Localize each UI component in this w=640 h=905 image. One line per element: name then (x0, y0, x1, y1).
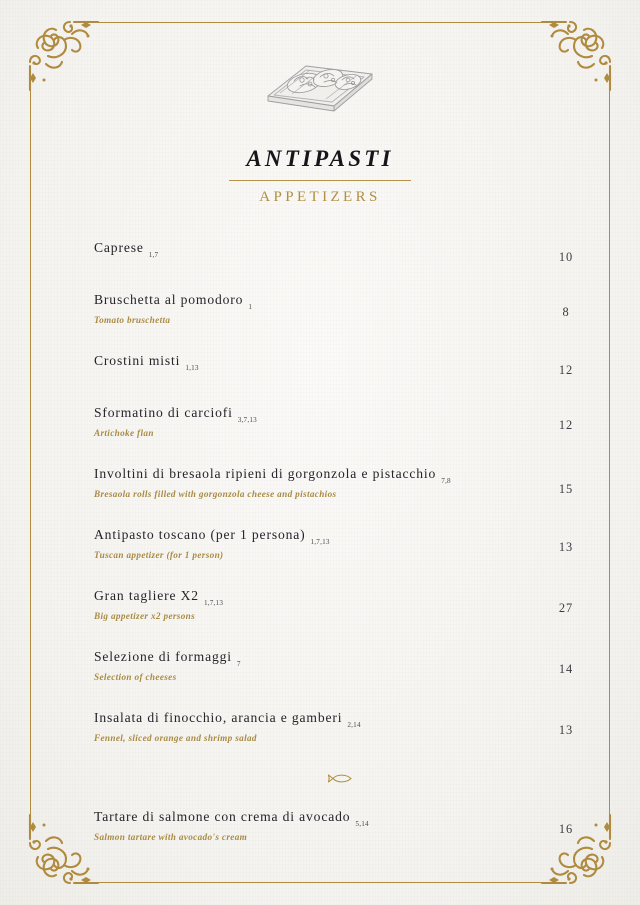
page-title: ANTIPASTI (246, 146, 394, 171)
menu-item[interactable] (94, 292, 588, 326)
title-divider-rule (229, 180, 411, 181)
item-name: Crostini misti $_{1,13}$ (94, 353, 199, 373)
menu-header (0, 52, 640, 206)
item-price: 12 (558, 363, 574, 378)
item-name: Tartare di salmone con crema di avocado $_{5,14}$ (94, 809, 369, 829)
item-text (94, 527, 544, 561)
item-name: Involtini di bresaola ripieni di gorgonzola e pistacchio $_{7,8}$ (94, 466, 451, 486)
item-name: Bruschetta al pomodoro $_1$ (94, 292, 253, 311)
item-description: Salmon tartare with avocado's cream (94, 832, 248, 843)
item-price: 13 (558, 540, 574, 555)
section-divider (94, 771, 588, 791)
item-allergens: 7 (236, 660, 241, 669)
item-name: Antipasto toscano (per 1 persona) $_{1,7,13}$ (94, 527, 330, 547)
item-price: 14 (558, 662, 574, 677)
page-subtitle: APPETIZERS (259, 189, 381, 206)
item-allergens: 5,14 (355, 820, 369, 829)
item-text (94, 405, 544, 439)
item-text (94, 588, 544, 622)
bruschetta-board-sketch-icon (260, 52, 380, 118)
item-description: Big appetizer x2 persons (94, 611, 196, 622)
item-description: Artichoke flan (94, 428, 154, 439)
menu-item[interactable] (94, 588, 588, 622)
item-description: Tuscan appetizer (for 1 person) (94, 550, 224, 561)
item-allergens: 1,7,13 (310, 538, 330, 547)
menu-item[interactable] (94, 240, 588, 265)
item-allergens: 1,13 (185, 364, 199, 373)
menu-item[interactable] (94, 649, 588, 683)
item-text (94, 710, 544, 744)
item-allergens: 3,7,13 (237, 416, 257, 425)
item-name: Caprese $_{1,7}$ (94, 240, 159, 259)
item-allergens: 1 (248, 303, 253, 311)
item-description: Fennel, sliced orange and shrimp salad (94, 733, 257, 744)
item-description: Tomato bruschetta (94, 315, 171, 325)
item-text (94, 466, 544, 500)
menu-item[interactable] (94, 405, 588, 439)
item-price: 27 (558, 601, 574, 616)
item-text (94, 240, 544, 260)
item-price: 15 (558, 482, 574, 497)
menu-item[interactable] (94, 353, 588, 378)
item-price: 10 (558, 250, 574, 264)
item-allergens: 1,7 (148, 251, 159, 259)
item-price: 16 (558, 822, 574, 837)
item-price: 12 (558, 418, 574, 433)
item-text (94, 809, 544, 843)
item-name: Gran tagliere X2 $_{1,7,13}$ (94, 588, 224, 608)
menu-item[interactable] (94, 710, 588, 744)
item-text (94, 649, 544, 683)
menu-item[interactable] (94, 466, 588, 500)
item-price: 13 (558, 723, 574, 738)
item-text (94, 292, 544, 326)
item-allergens: 1,7,13 (203, 599, 224, 608)
item-text (94, 353, 544, 373)
item-price: 8 (562, 305, 570, 319)
item-name: Sformatino di carciofi $_{3,7,13}$ (94, 405, 257, 425)
menu-list (94, 240, 588, 870)
item-name: Selezione di formaggi $_7$ (94, 649, 241, 669)
item-name: Insalata di finocchio, arancia e gamberi $_{2,14}$ (94, 710, 361, 730)
item-description: Selection of cheeses (94, 672, 177, 683)
item-allergens: 2,14 (347, 721, 361, 730)
fish-icon (326, 773, 356, 790)
item-allergens: 7,8 (441, 477, 451, 486)
item-description: Bresaola rolls filled with gorgonzola cheese and pistachios (94, 489, 337, 500)
menu-item[interactable] (94, 527, 588, 561)
menu-item[interactable] (94, 809, 588, 843)
